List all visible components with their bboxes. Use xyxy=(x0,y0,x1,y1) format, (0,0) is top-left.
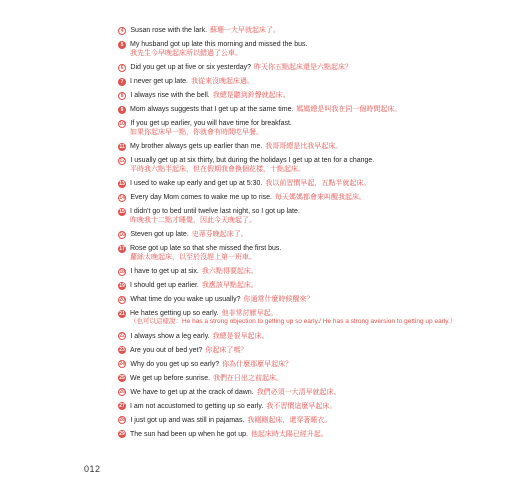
sentence-number-badge: 10 xyxy=(119,120,125,127)
sentence-number-badge: 28 xyxy=(119,417,125,423)
sentence-number-badge: 14 xyxy=(119,194,125,201)
sentence-number-badge: 15 xyxy=(119,208,125,215)
sentence-line xyxy=(118,360,513,369)
chinese-translation: 你起床了嗎？ xyxy=(205,346,248,354)
english-sentence: My brother always gets up earlier than me. xyxy=(130,143,263,150)
sentence-text xyxy=(130,156,374,165)
sentence-number-badge: 18 xyxy=(119,268,125,275)
alternative-note: （也可以這樣說：He has a strong objection to getting up so early./ He has a strong aversion to getting up early.） xyxy=(130,318,457,325)
chinese-translation: 平時我六點半起床，但在假期我會換個花樣，十點起床。 xyxy=(130,166,305,173)
sentence-entry xyxy=(118,230,513,239)
sentence-line xyxy=(118,63,513,72)
chinese-translation: 我們必須一大清早就起床。 xyxy=(256,388,341,396)
sentence-line xyxy=(118,388,513,397)
sentence-entry xyxy=(118,40,513,58)
english-sentence: I am not accustomed to getting up so early. xyxy=(130,402,264,410)
sentence-number-badge: 26 xyxy=(119,389,125,395)
sentence-line xyxy=(118,26,513,35)
sentence-text xyxy=(130,40,307,49)
sentence-entry xyxy=(118,360,513,369)
sentence-entry xyxy=(118,281,513,290)
chinese-translation: 史蒂芬晚起床了。 xyxy=(191,231,248,238)
sentence-text xyxy=(130,430,328,439)
english-sentence: Mom always suggests that I get up at the same time. xyxy=(130,106,294,113)
chinese-translation: 我剛剛起床，還穿著睡衣。 xyxy=(247,416,332,424)
sentence-number-badge: 22 xyxy=(119,333,125,339)
english-sentence: I just got up and was still in pajamas. xyxy=(130,416,245,424)
english-sentence: The sun had been up when he got up. xyxy=(130,430,248,438)
english-sentence: Did you get up at five or six yesterday? xyxy=(130,64,252,71)
sentence-line xyxy=(118,156,513,165)
sentence-entry xyxy=(118,416,513,425)
sentence-entry xyxy=(118,26,513,35)
sentence-line xyxy=(118,91,513,100)
sentence-line xyxy=(118,119,513,128)
sentence-text xyxy=(130,416,331,425)
english-sentence: What time do you wake up usually? xyxy=(130,296,241,303)
chinese-translation: 蘿絲太晚起床，以至於沒趕上第一班車。 xyxy=(130,254,256,261)
chinese-translation: 媽媽總是叫我在同一個時間起床。 xyxy=(296,106,402,113)
sentence-line xyxy=(118,430,513,439)
sentence-number-badge: 12 xyxy=(119,157,125,164)
chinese-translation: 蘇珊一大早就起床了。 xyxy=(210,27,281,34)
sentence-entry xyxy=(118,267,513,276)
sentence-entry xyxy=(118,346,513,355)
sentence-line xyxy=(118,193,513,202)
sentence-number-badge: 25 xyxy=(119,375,125,381)
sentence-line xyxy=(118,179,513,188)
sentence-line xyxy=(118,40,513,49)
sentence-text xyxy=(130,105,401,114)
sentence-text xyxy=(130,179,370,188)
sentence-number-badge: 11 xyxy=(119,143,125,150)
chinese-translation: 你通常什麼時候醒來？ xyxy=(243,296,314,303)
sentence-entry xyxy=(118,119,513,137)
sentence-line xyxy=(118,309,513,318)
sentence-line xyxy=(118,374,513,383)
chinese-translation: 我從來沒晚起床過。 xyxy=(190,78,254,85)
sentence-entry xyxy=(118,244,513,262)
sentence-entry xyxy=(118,179,513,188)
sentence-text xyxy=(130,230,247,239)
sentence-text xyxy=(130,193,366,202)
sentence-entry xyxy=(118,91,513,100)
sentence-line xyxy=(118,142,513,151)
english-sentence: I have to get up at six. xyxy=(130,268,199,275)
chinese-translation: 我六點得要起床。 xyxy=(201,268,258,275)
sentence-line xyxy=(118,295,513,304)
sentence-entry xyxy=(118,295,513,304)
chinese-translation: 如果你起床早一點，你就會有時間吃早餐。 xyxy=(130,129,263,136)
sentence-number-badge: 8 xyxy=(118,92,126,100)
chinese-translation: 我應該早點起床。 xyxy=(201,282,258,289)
english-sentence: I should get up earlier. xyxy=(130,282,199,289)
sentence-text xyxy=(130,332,268,341)
english-sentence: We have to get up at the crack of dawn. xyxy=(130,388,254,396)
english-sentence: I usually get up at six thirty, but during the holidays I get up at ten for a change. xyxy=(130,157,375,164)
sentence-number-badge: 23 xyxy=(119,347,125,353)
phrase-list xyxy=(118,26,513,444)
sentence-number-badge: 17 xyxy=(119,245,125,252)
sentence-entry xyxy=(118,77,513,86)
sentence-text xyxy=(130,63,352,72)
sentence-text xyxy=(130,374,283,383)
chinese-translation: 他起床時太陽已經升起。 xyxy=(250,430,328,438)
chinese-translation: 我先生今早晚起床所以錯過了公車。 xyxy=(130,50,242,57)
english-sentence: Why do you get up so early? xyxy=(130,360,220,368)
sentence-text xyxy=(130,91,289,100)
sentence-line xyxy=(118,207,513,216)
english-sentence: I never get up late. xyxy=(130,78,188,85)
sentence-entry xyxy=(118,430,513,439)
sentence-line xyxy=(118,267,513,276)
english-sentence: Rose got up late so that she missed the first bus. xyxy=(130,245,282,252)
english-sentence: I used to wake up early and get up at 5:30. xyxy=(130,180,263,187)
sentence-line xyxy=(118,402,513,411)
chinese-translation: 每天媽媽都會來叫醒我起床。 xyxy=(275,194,366,201)
chinese-translation: 我哥哥總是比我早起床。 xyxy=(265,143,343,150)
english-sentence: If you get up earlier, you will have time for breakfast. xyxy=(130,120,292,127)
sentence-number-badge: 13 xyxy=(119,180,125,187)
chinese-translation: 我們在日出之前起床。 xyxy=(213,374,284,382)
sentence-number-badge: 24 xyxy=(119,361,125,367)
english-sentence: Are you out of bed yet? xyxy=(130,346,203,354)
english-sentence: I always rise with the bell. xyxy=(130,92,210,99)
sentence-number-badge: 21 xyxy=(119,310,125,317)
sentence-text xyxy=(130,207,300,216)
sentence-text xyxy=(130,346,247,355)
sentence-number-badge: 9 xyxy=(118,106,126,114)
sentence-number-badge: 4 xyxy=(118,27,126,35)
sentence-entry xyxy=(118,388,513,397)
chinese-translation: 昨天你五點起床還是六點起床？ xyxy=(254,64,353,71)
sentence-text xyxy=(130,77,254,86)
sentence-entry xyxy=(118,309,513,327)
page-number: 012 xyxy=(84,464,101,474)
chinese-translation: 他非常討厭早起。 xyxy=(221,310,278,317)
english-sentence: I didn't go to bed until twelve last night, so I got up late. xyxy=(130,208,300,215)
sentence-entry xyxy=(118,156,513,174)
chinese-translation: 我總是聽到鈴聲就起床。 xyxy=(212,92,290,99)
sentence-entry xyxy=(118,402,513,411)
sentence-line xyxy=(118,346,513,355)
sentence-line xyxy=(118,332,513,341)
chinese-translation: 我總是很早起床。 xyxy=(212,332,269,340)
sentence-number-badge: 16 xyxy=(119,231,125,238)
sentence-number-badge: 27 xyxy=(119,403,125,409)
sentence-line xyxy=(118,77,513,86)
sentence-line xyxy=(118,281,513,290)
sentence-text xyxy=(130,402,336,411)
sentence-number-badge: 6 xyxy=(118,64,126,72)
sentence-text xyxy=(130,267,258,276)
english-sentence: He hates getting up so early. xyxy=(130,310,219,317)
sentence-text xyxy=(130,26,280,35)
sentence-entry xyxy=(118,142,513,151)
sentence-entry xyxy=(118,332,513,341)
sentence-text xyxy=(130,388,340,397)
sentence-line xyxy=(118,244,513,253)
sentence-entry xyxy=(118,374,513,383)
sentence-line xyxy=(118,105,513,114)
chinese-translation: 你為什麼那麼早起床？ xyxy=(222,360,293,368)
sentence-number-badge: 7 xyxy=(118,78,126,86)
sentence-text xyxy=(130,142,342,151)
sentence-line xyxy=(118,230,513,239)
sentence-text xyxy=(130,360,292,369)
sentence-entry xyxy=(118,193,513,202)
chinese-translation: 我以前習慣早起，五點半就起床。 xyxy=(265,180,371,187)
sentence-text xyxy=(130,295,313,304)
chinese-translation: 我不習慣這麼早起床。 xyxy=(266,402,337,410)
sentence-number-badge: 5 xyxy=(118,41,126,49)
chinese-translation: 昨晚我十二點才睡覺，因此今天晚起了。 xyxy=(130,217,256,224)
sentence-entry xyxy=(118,207,513,225)
sentence-number-badge: 29 xyxy=(119,431,125,437)
sentence-number-badge: 20 xyxy=(119,296,125,303)
sentence-line xyxy=(118,416,513,425)
sentence-text xyxy=(130,309,278,318)
sentence-number-badge: 19 xyxy=(119,282,125,289)
english-sentence: My husband got up late this morning and missed the bus. xyxy=(130,41,308,48)
sentence-entry xyxy=(118,105,513,114)
sentence-entry xyxy=(118,63,513,72)
english-sentence: Every day Mom comes to wake me up to rise. xyxy=(130,194,272,201)
english-sentence: Steven got up late. xyxy=(130,231,189,238)
sentence-text xyxy=(130,244,281,253)
english-sentence: I always show a leg early. xyxy=(130,332,210,340)
sentence-text xyxy=(130,281,258,290)
sentence-text xyxy=(130,119,291,128)
english-sentence: We get up before sunrise. xyxy=(130,374,211,382)
english-sentence: Susan rose with the lark. xyxy=(130,27,208,34)
